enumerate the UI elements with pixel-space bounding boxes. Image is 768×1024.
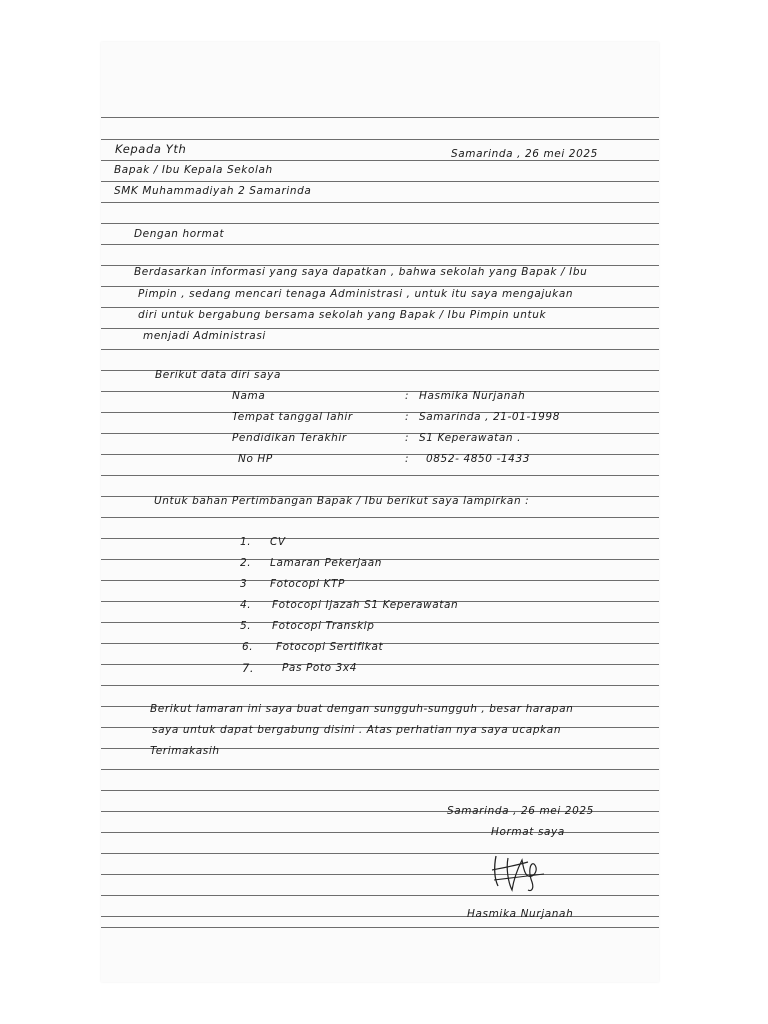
- attachment-number: 3: [240, 578, 248, 590]
- body-line-2: Pimpin , sedang mencari tenaga Administrasi , untuk itu saya mengajukan: [138, 288, 574, 300]
- rule-line: [101, 391, 659, 392]
- data-intro: Berikut data diri saya: [155, 369, 281, 381]
- regards: Hormat saya: [491, 826, 565, 838]
- attachment-number: 7.: [242, 661, 255, 675]
- rule-line: [101, 895, 659, 896]
- rule-line: [101, 160, 659, 161]
- greeting: Dengan hormat: [134, 228, 225, 240]
- personal-label: Nama: [232, 390, 266, 402]
- rule-line: [101, 538, 659, 539]
- personal-value: Hasmika Nurjanah: [419, 390, 526, 402]
- attachment-item: Fotocopi Sertifikat: [276, 641, 384, 653]
- attachment-item: Pas Poto 3x4: [282, 662, 357, 674]
- recipient-line-2: Bapak / Ibu Kepala Sekolah: [114, 164, 273, 176]
- personal-label: Tempat tanggal lahir: [232, 411, 353, 423]
- rule-line: [101, 286, 659, 287]
- recipient-line-3: SMK Muhammadiyah 2 Samarinda: [114, 185, 312, 197]
- date-top: Samarinda , 26 mei 2025: [451, 148, 598, 160]
- body-line-1: Berdasarkan informasi yang saya dapatkan , bahwa sekolah yang Bapak / Ibu: [134, 266, 588, 278]
- rule-line: [101, 517, 659, 518]
- rule-line: [101, 916, 659, 917]
- rule-line: [101, 874, 659, 875]
- attachment-item: CV: [270, 536, 286, 548]
- rule-line: [101, 853, 659, 854]
- personal-value: S1 Keperawatan .: [419, 432, 522, 444]
- personal-separator: :: [405, 432, 410, 444]
- attachment-number: 6.: [242, 641, 254, 653]
- attachment-number: 4.: [240, 599, 252, 611]
- closing-line-2: saya untuk dapat bergabung disini . Atas perhatian nya saya ucapkan: [152, 724, 562, 736]
- personal-separator: :: [405, 411, 410, 423]
- rule-line: [101, 769, 659, 770]
- attachment-item: Lamaran Pekerjaan: [270, 557, 382, 569]
- attachment-number: 1.: [240, 536, 252, 548]
- attachment-item: Fotocopi KTP: [270, 578, 345, 590]
- personal-label: Pendidikan Terakhir: [232, 432, 347, 444]
- rule-line: [101, 685, 659, 686]
- letter-sheet: [101, 42, 659, 982]
- rule-line: [101, 580, 659, 581]
- attachment-item: Fotocopi Transkip: [272, 620, 375, 632]
- rule-line: [101, 181, 659, 182]
- signature-image: [488, 848, 548, 894]
- body-line-4: menjadi Administrasi: [143, 330, 266, 342]
- signer-name: Hasmika Nurjanah: [467, 908, 574, 920]
- date-bottom: Samarinda , 26 mei 2025: [447, 805, 594, 817]
- rule-line: [101, 349, 659, 350]
- body-line-3: diri untuk bergabung bersama sekolah yang Bapak / Ibu Pimpin untuk: [138, 309, 547, 321]
- personal-value: 0852- 4850 -1433: [426, 453, 531, 465]
- personal-value: Samarinda , 21-01-1998: [419, 411, 560, 423]
- rule-line: [101, 307, 659, 308]
- rule-line: [101, 139, 659, 140]
- rule-line: [101, 790, 659, 791]
- attachment-number: 5.: [240, 620, 252, 632]
- rule-line: [101, 664, 659, 665]
- rule-line: [101, 454, 659, 455]
- rule-line: [101, 117, 659, 118]
- closing-line-3: Terimakasih: [150, 745, 220, 757]
- rule-line: [101, 328, 659, 329]
- rule-line: [101, 832, 659, 833]
- rule-line: [101, 223, 659, 224]
- closing-line-1: Berikut lamaran ini saya buat dengan sungguh-sungguh , besar harapan: [150, 703, 574, 715]
- rule-line: [101, 622, 659, 623]
- personal-separator: :: [405, 453, 410, 465]
- rule-line: [101, 927, 659, 928]
- attachment-item: Fotocopi Ijazah S1 Keperawatan: [272, 599, 459, 611]
- rule-line: [101, 412, 659, 413]
- personal-label: No HP: [238, 453, 273, 465]
- attachment-number: 2.: [240, 557, 252, 569]
- personal-separator: :: [405, 390, 410, 402]
- rule-line: [101, 202, 659, 203]
- rule-line: [101, 244, 659, 245]
- recipient-line-1: Kepada Yth: [115, 142, 187, 156]
- attachments-intro: Untuk bahan Pertimbangan Bapak / Ibu berikut saya lampirkan :: [154, 495, 530, 507]
- rule-line: [101, 475, 659, 476]
- rule-line: [101, 433, 659, 434]
